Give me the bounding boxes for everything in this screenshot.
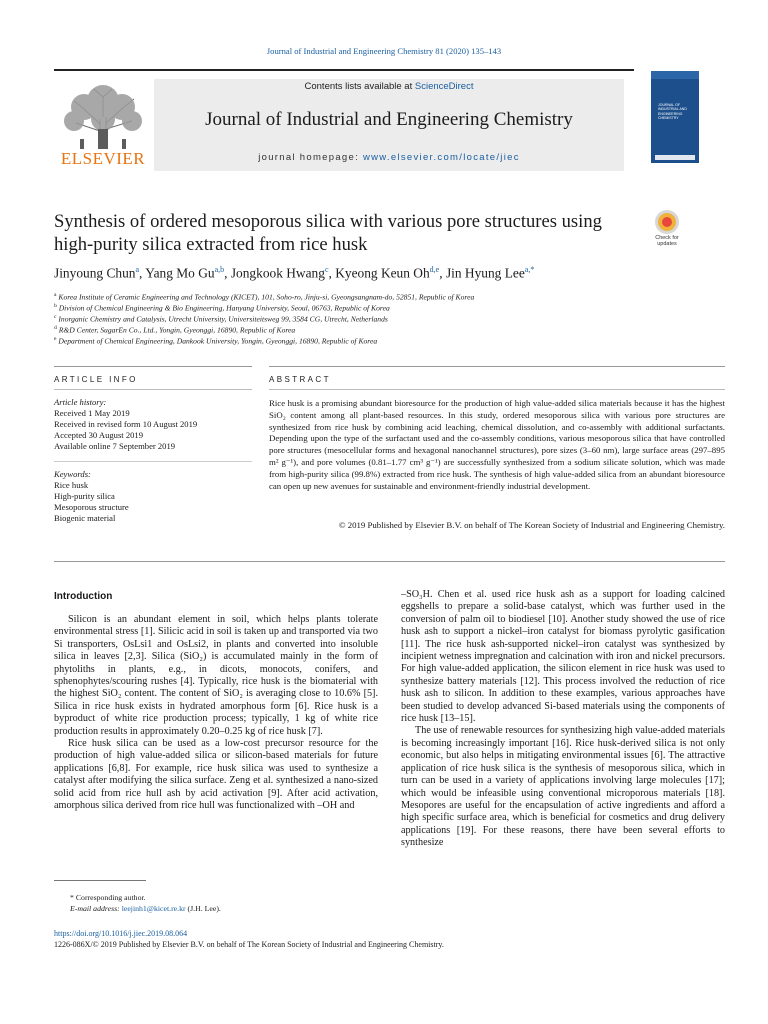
article-history (54, 397, 254, 452)
author-affil-sup[interactable]: a,b (214, 265, 225, 274)
body-paragraph: Silicon is an abundant element in soil, which helps plants tolerate environmental stress [1]. Silicic acid in soil is taken up and transported via two Si transporters, OsLsi1 and OsLsi2, in plants and converted into insoluble silica in leaves [2,3]. Silica (SiO₂) is accumulated mainly in the form of phytoliths in plants, e.g., in dicots, monocots, conifers, and sphenophytes/scouring rushes [4]. Typically, rice husk is the biomaterial with the highest SiO₂ content. The content of SiO₂ is averaging close to 10.6% [5]. Silica in rice husk exists in hydrated amorphous form [6]. Rice husk is a byproduct of white rice production process; typically, 1 kg of white rice production results in approximately 0.20–0.25 kg of rice husk [7]. (54, 614, 378, 737)
affiliation-sup: d (54, 325, 57, 331)
elsevier-wordmark: ELSEVIER (60, 149, 146, 168)
author-name[interactable]: Jongkook Hwang (230, 265, 325, 281)
keywords-rule (54, 461, 252, 462)
abstract-top-rule (269, 366, 725, 367)
homepage-link[interactable]: www.elsevier.com/locate/jiec (362, 152, 520, 163)
body-column-right (401, 589, 725, 850)
email-label: E-mail address: (70, 904, 122, 913)
journal-header-panel (154, 79, 624, 171)
cover-stripe (651, 71, 699, 79)
cover-line: INDUSTRIAL AND (658, 107, 687, 112)
body-column-left (54, 614, 378, 813)
affiliation-text: R&D Center, SugarEn Co., Ltd., Yongin, Gyeonggi, 16890, Republic of Korea (58, 325, 296, 335)
article-info-top-rule (54, 366, 252, 367)
doi-block (54, 928, 444, 950)
keyword: Biogenic material (54, 513, 116, 523)
article-info-heading: ARTICLE INFO (54, 375, 138, 384)
email-line (54, 903, 374, 914)
journal-citation-link[interactable]: Journal of Industrial and Engineering Chemistry 81 (2020) 135–143 (266, 46, 502, 56)
affiliation (54, 336, 714, 346)
affiliation-sup: a (54, 292, 57, 298)
cover-footer (655, 155, 695, 160)
author-list: Jinyoung Chun$^a$, Yang Mo Gu$^{a,b}$, Jongkook Hwang$^c$, Kyeong Keun Oh$^{d,e}$, Jin Hyung Lee$^{a,*}$ (54, 265, 535, 281)
affiliation (54, 292, 714, 302)
article-info-under-rule (54, 389, 252, 390)
journal-title: Journal of Industrial and Engineering Chemistry (205, 109, 573, 130)
history-item: Received 1 May 2019 (54, 408, 130, 418)
cover-line: ENGINEERING (658, 111, 683, 116)
issn-line: 1226-086X/© 2019 Published by Elsevier B.V. on behalf of The Korean Society of Industrial and Engineering Chemistry. (54, 940, 444, 949)
affiliation-text: Department of Chemical Engineering, Dankook University, Yongin, Gyeonggi, 16890, Republic of Korea (58, 336, 378, 346)
history-label: Article history: (54, 397, 107, 407)
contents-line (154, 81, 624, 92)
check-for-updates-button[interactable] (651, 210, 683, 250)
article-title: Synthesis of ordered mesoporous silica with various pore structures using high-purity silica extracted from rice husk (54, 211, 602, 255)
abstract-copyright: © 2019 Published by Elsevier B.V. on behalf of The Korean Society of Industrial and Engineering Chemistry. (338, 520, 725, 530)
author-name[interactable]: Kyeong Keun Oh (335, 265, 430, 281)
body-paragraph: Rice husk silica can be used as a low-cost precursor resource for the production of high value-added silica or silicon-based materials for future applications [6,8]. For example, rice husk silica was used to synthesize a catalyst after modifying the silica surface. Zeng et al. synthesized a nano-sized solid acid from rice hull ash by acid activation [9]. After acid activation, amorphous silica derived from rice hull was functionalized with –OH and (54, 738, 378, 812)
body-paragraph: The use of renewable resources for synthesizing high value-added materials is becoming increasingly important [16]. Rice husk-derived silica is not only economic, but also helps in mitigating environmental issues [6]. The attractive application of rice husk silica is the synthesis of mesoporous silica, which in turn can be used in a variety of applications involving large molecules [17]; which would be infeasible using conventional microporous materials [18]. Mesopores are useful for the encapsulation of active ingredients and afford a high specific surface area, which is beneficial for cosmetics and drug delivery applications [19]. For these reasons, there have been several efforts to synthesize (401, 725, 725, 849)
corresponding-author-note: * Corresponding author. (70, 893, 146, 902)
keywords-block (54, 469, 254, 524)
front-matter-bottom-rule (54, 561, 725, 562)
contents-prefix: Contents lists available at (304, 81, 415, 92)
email-link[interactable]: leejinh1@kicet.re.kr (121, 904, 186, 913)
affiliation-sup: b (54, 303, 57, 309)
sciencedirect-link[interactable]: ScienceDirect (414, 81, 474, 92)
affiliation (54, 314, 714, 324)
history-item: Accepted 30 August 2019 (54, 430, 144, 440)
affiliation (54, 303, 714, 313)
author-affil-sup[interactable]: c (324, 265, 329, 274)
body-paragraph: –SO₃H. Chen et al. used rice husk ash as a support for loading calcined eggshells to prepare a solid-base catalyst, which was further used in the conversion of palm oil to biodiesel [10]. Another study showed the use of rice husk ash to support a nickel–iron catalyst for biomass pyrolytic gasification [11]. The rice husk ash-supported nickel–iron catalyst was synthesized by incipient wetness impregnation and calcination with iron and nickel precursors. For high value-added application, the silicon element in rice husk was used to synthesize battery materials [12]. This process involved the reduction of rice husk ash to silicon. In addition to these examples, various approaches have been studied to develop advanced Si-based materials using the components of rice husk [13–15]. (401, 589, 725, 725)
homepage-prefix: journal homepage: (258, 152, 363, 163)
abstract-text: Rice husk is a promising abundant bioresource for the production of high value-added silica materials because it has the highest SiO₂ content among all plant-based resources. In this study, ordered mesoporous silica with various pore structures are synthesized from rice husk by combining acid leaching, chemical dissolution, and co-assembly with additional surfactants. Depending upon the type of the surfactant used and the co-assembly conditions, various mesoporous silica that have controlled pore structures (mesocellular forms and hexagonal nanochannel structures), pore sizes (3–60 nm), large surface areas (297–895 m² g⁻¹), and pore volumes (0.81–1.77 cm³ g⁻¹) are successfully synthesized from a sodium silicate solution, which was made from high-purity silica (99.8%) extracted from rice husk. The synthesis of high value-added silica from an abundant bioresource can open up new avenues for sustainable and environment-friendly industrial development. (269, 398, 725, 491)
journal-cover-thumbnail[interactable] (651, 71, 699, 163)
introduction-heading: Introduction (54, 591, 113, 602)
keywords-label: Keywords: (54, 469, 91, 479)
author-name[interactable]: Jin Hyung Lee (445, 265, 525, 281)
abstract-heading: ABSTRACT (269, 375, 331, 384)
author-affil-sup[interactable]: a (135, 265, 140, 274)
keyword: High-purity silica (54, 491, 115, 501)
history-item: Received in revised form 10 August 2019 (54, 419, 198, 429)
cover-line: CHEMISTRY (658, 115, 679, 120)
journal-homepage (154, 152, 624, 163)
check-updates-icon (655, 210, 679, 234)
affiliation-text: Division of Chemical Engineering & Bio Engineering, Hanyang University, Seoul, 06763, Republic of Korea (58, 303, 390, 313)
abstract-under-rule (269, 389, 725, 390)
keyword: Mesoporous structure (54, 502, 129, 512)
history-item: Available online 7 September 2019 (54, 441, 176, 451)
author-name[interactable]: Yang Mo Gu (145, 265, 215, 281)
affiliation-sup: e (54, 336, 57, 342)
affiliation-sup: c (54, 314, 57, 320)
check-updates-label: Check for updates (655, 235, 679, 247)
footnote (54, 892, 374, 914)
author-affil-sup[interactable]: a,* (524, 265, 535, 274)
keyword: Rice husk (54, 480, 89, 490)
author-name[interactable]: Jinyoung Chun (54, 265, 136, 281)
cover-line: JOURNAL OF (658, 103, 681, 107)
affiliation-text: Korea Institute of Ceramic Engineering and Technology (KICET), 101, Soho-ro, Jinju-si, Gyeongsangnam-do, 52851, Republic of Korea (58, 292, 475, 302)
email-suffix: (J.H. Lee). (185, 904, 221, 913)
author-affil-sup[interactable]: d,e (429, 265, 440, 274)
doi-link[interactable]: https://doi.org/10.1016/j.jiec.2019.08.064 (54, 929, 188, 938)
affiliation-text: Inorganic Chemistry and Catalysis, Utrecht University, Universiteitsweg 99, 3584 CG, Utrecht, Netherlands (58, 314, 388, 324)
affiliation (54, 325, 714, 335)
cover-title (658, 103, 692, 120)
footnote-rule (54, 880, 146, 881)
